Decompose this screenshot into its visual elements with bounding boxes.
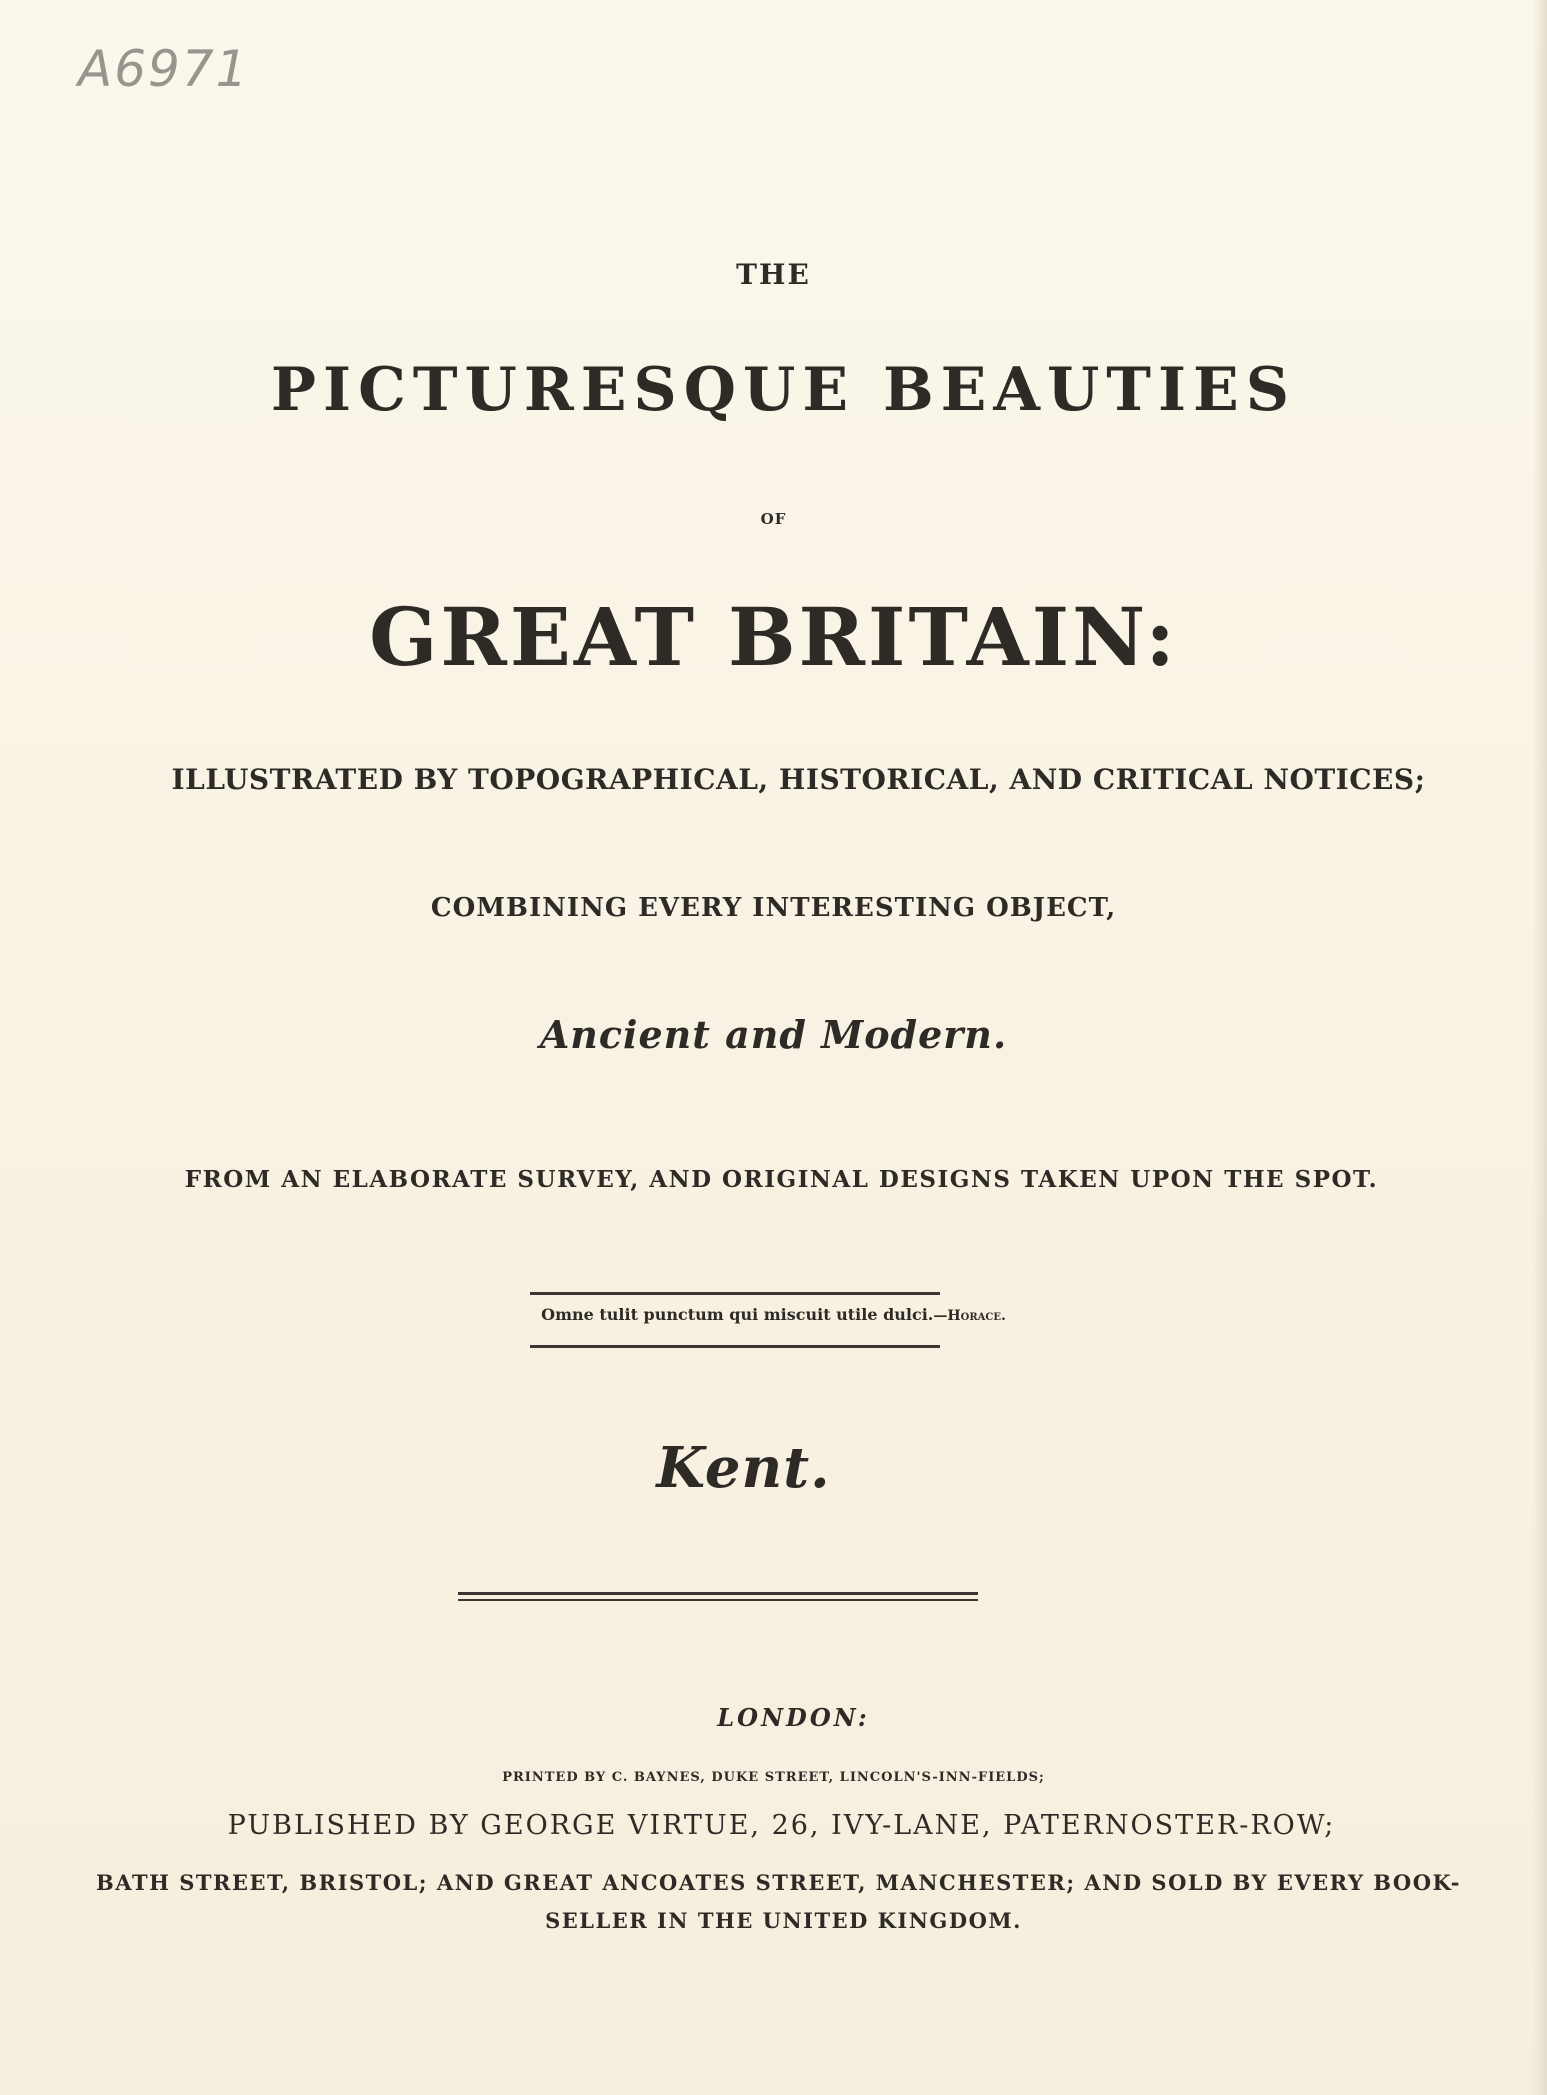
- double-rule-top: [458, 1592, 978, 1595]
- subtitle-survey: FROM AN ELABORATE SURVEY, AND ORIGINAL DESIGNS TAKEN UPON THE SPOT.: [184, 1166, 1379, 1193]
- imprint-printer: PRINTED BY C. BAYNES, DUKE STREET, LINCOLN'S-INN-FIELDS;: [502, 1770, 1045, 1785]
- imprint-publisher: PUBLISHED BY GEORGE VIRTUE, 26, IVY-LANE, PATERNOSTER-ROW;: [227, 1810, 1336, 1841]
- imprint-city: LONDON:: [717, 1703, 870, 1732]
- motto-author: —Horace.: [933, 1308, 1006, 1324]
- subtitle-illustrated: ILLUSTRATED BY TOPOGRAPHICAL, HISTORICAL, AND CRITICAL NOTICES;: [171, 763, 1426, 796]
- double-rule-bottom: [458, 1599, 978, 1601]
- title-of: OF: [760, 510, 787, 528]
- title-line-2: GREAT BRITAIN:: [369, 590, 1178, 684]
- motto: [0, 1305, 1547, 1324]
- title-line-1: PICTURESQUE BEAUTIES: [270, 355, 1297, 425]
- imprint-sold-line-2: SELLER IN THE UNITED KINGDOM.: [545, 1908, 1022, 1933]
- motto-rule-top: [530, 1292, 940, 1295]
- imprint-sold-line-1: BATH STREET, BRISTOL; AND GREAT ANCOATES STREET, MANCHESTER; AND SOLD BY EVERY BOOK-: [96, 1870, 1461, 1895]
- title-the: THE: [736, 258, 811, 291]
- accession-number: A6971: [78, 40, 250, 98]
- motto-rule-bottom: [530, 1345, 940, 1348]
- subtitle-ancient-modern: Ancient and Modern.: [539, 1012, 1008, 1057]
- motto-text: Omne tulit punctum qui miscuit utile dulci.: [541, 1305, 934, 1324]
- county-name: Kent.: [656, 1435, 831, 1501]
- subtitle-combining: COMBINING EVERY INTERESTING OBJECT,: [430, 893, 1117, 923]
